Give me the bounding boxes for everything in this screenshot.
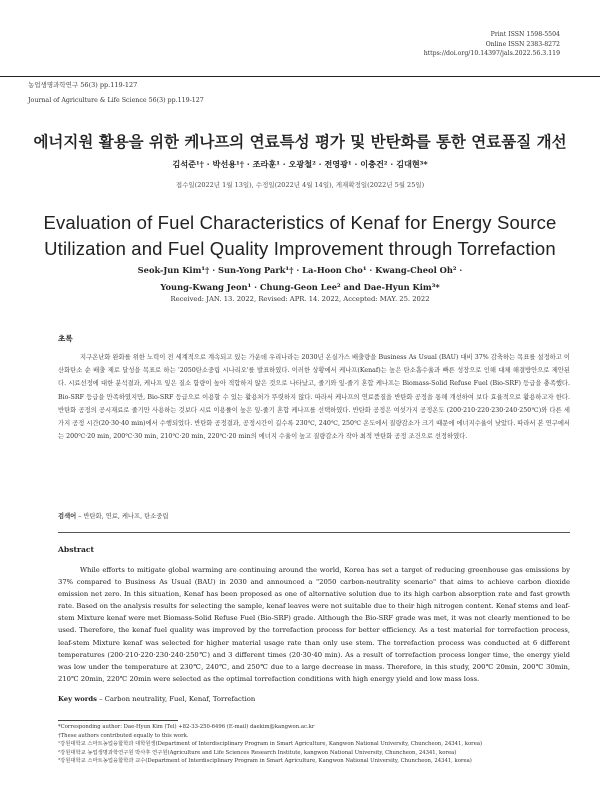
footnote-rule bbox=[58, 720, 178, 721]
abstract-en-text: While efforts to mitigate global warming are continuing around the world, Korea has set a target of reducing greenhouse gas emissions by 37% compared to Business As Usual (BAU) in 2030 and announced a "2050 carbon-neutrality scenario" that aims to achieve carbon dioxide emission net zero. In this situation, Kenaf has been proposed as one of alternative solution due to its high carbon absorption rate and fast growth rate. Based on the analysis results for selecting the sample, kenaf leaves were not suitable due to their high nitrogen content. Kenaf stems and leaf-stem Mixture kenaf were met Biomass-Solid Refuse Fuel (Bio-SRF) grade. Although the Bio-SRF grade was met, it was not clearly mentioned to be used. Therefore, the kenaf fuel quality was improved by the torrefaction process for better efficiency. As a test material for torrefaction process, leaf-stem Mixture kenaf was selected for higher material usage rate than only use stem. The torrefaction process was conducted at 6 different temperatures (200·210·220·230·240·250℃) and 3 different times (20·30·40 min). As a result of torrefaction process longer time, the energy yield was low under the temperature at 230℃, 240℃, and 250℃ due to a large decrease in mass. Therefore, in this study, 200℃ 20min, 200℃ 30min, 210℃ 20min, 220℃ 20min were selected as the optimal torrefaction conditions with high energy yield and low mass loss. bbox=[58, 566, 570, 683]
authors-korean: 김석준¹† · 박선용¹† · 조라훈¹ · 오광철² · 전영광¹ · 이충건² · 김대현³* bbox=[172, 159, 428, 169]
abstract-kr-body bbox=[58, 351, 570, 443]
authors-english-line-2: Young-Kwang Jeon¹ · Chung-Geon Lee² and Dae-Hyun Kim³* bbox=[160, 282, 440, 292]
keywords-kr-label: 검색어 bbox=[58, 513, 77, 520]
footnote-equal-contribution: †These authors contributed equally to this work. bbox=[58, 732, 189, 739]
footnotes bbox=[58, 723, 578, 766]
title-english-line-1: Evaluation of Fuel Characteristics of Kenaf for Energy Source bbox=[43, 212, 557, 233]
abstract-en-heading: Abstract bbox=[58, 545, 95, 554]
doi-link[interactable]: https://doi.org/10.14397/jals.2022.56.3.119 bbox=[423, 50, 560, 57]
authors-english bbox=[0, 262, 600, 296]
abstract-en-body bbox=[58, 564, 570, 685]
header-rule bbox=[0, 56, 600, 77]
issn-block bbox=[424, 30, 560, 59]
keywords-en bbox=[58, 693, 570, 705]
keywords-en-label: Key words bbox=[58, 695, 97, 703]
abstract-kr-text: 지구온난화 완화를 위한 노력이 전 세계적으로 계속되고 있는 가운데 우리나라는 2030년 온실가스 배출량을 Business As Usual (BAU) 대비 37% 감축하는 목표를 설정하고 이산화탄소 순 배출 제로 달성을 목표로 하는 '2050탄소중립 시나리오'를 발표하였다. 이러한 상황에서 케나프(Kenaf)는 높은 탄소흡수율과 빠른 성장으로 인해 대체 해결방안으로 제안된다. 시료선정에 대한 분석결과, 케나프 잎은 질소 함량이 높아 적합하지 않은 것으로 나타났고, 줄기와 잎-줄기 혼합 케나프는 Biomass-Solid Refuse Fuel (Bio-SRF) 등급을 충족했다. Bio-SRF 등급을 만족하였지만, Bio-SRF 등급으로 이용할 수 있는 활용처가 뚜렷하지 않다. 따라서 케나프의 연료품질을 반탄화 공정을 통해 개선하여 보다 효율적으로 활용하고자 한다. 반탄화 공정의 공시재료로 줄기만 사용하는 것보다 시료 이용률이 높은 잎-줄기 혼합 케나프를 선택하였다. 반탄화 공정은 여섯가지 공정온도 (200·210·220·230·240·250℃)와 다른 세 가지 공정 시간(20·30·40 min)에서 수행되었다. 반탄화 공정결과, 공정시간이 길수록 230℃, 240℃, 250℃ 온도에서 질량감소가 크기 때문에 에너지수율이 낮았다. 따라서 본 연구에서는 200℃·20 min, 200℃·30 min, 210℃·20 min, 220℃·20 min의 에너지 수율이 높고 질량감소가 작아 최적 반탄화 공정 조건으로 선정하였다. bbox=[58, 354, 570, 441]
footnote-affiliation-3: ³강원대학교 스마트농업융합학과 교수(Department of Interdisciplinary Program in Smart Agriculture, Kangwon National University, Chuncheon, 24341, korea) bbox=[58, 758, 472, 765]
dates-english: Received: JAN. 13. 2022, Revised: APR. 14. 2022, Accepted: MAY. 25. 2022 bbox=[170, 295, 430, 303]
keywords-kr bbox=[58, 510, 570, 523]
footnote-affiliation-2: ²강원대학교 농업생명과학연구원 박사후 연구원(Agriculture and Life Sciences Research Institute, kangwon National University, Chuncheon, 24341, korea) bbox=[58, 749, 457, 756]
section-divider bbox=[58, 532, 570, 533]
dates-korean: 접수일(2022년 1월 13일), 수정일(2022년 4월 14일), 게재확정일(2022년 5월 25일) bbox=[175, 181, 425, 189]
journal-citation-kr: 농업생명과학연구 56(3) pp.119-127 bbox=[28, 81, 138, 89]
abstract-kr-heading: 초록 bbox=[58, 334, 73, 343]
title-korean: 에너지원 활용을 위한 케나프의 연료특성 평가 및 반탄화를 통한 연료품질 개선 bbox=[33, 133, 567, 151]
footnote-corresponding: *Corresponding author: Dae-Hyun Kim (Tel) +82-33-250-6496 (E-mail) daekim@kangwon.ac.kr bbox=[58, 724, 315, 730]
footnote-affiliation-1: ¹강원대학교 스마트농업융합학과 대학원생(Department of Interdisciplinary Program in Smart Agriculture, Kangwon National University, Chuncheon, 24341, korea) bbox=[58, 741, 483, 748]
keywords-kr-list: – 반탄화, 연료, 케나프, 탄소중립 bbox=[76, 513, 169, 520]
title-english-line-2: Utilization and Fuel Quality Improvement through Torrefaction bbox=[44, 238, 556, 259]
keywords-en-list: – Carbon neutrality, Fuel, Kenaf, Torrefaction bbox=[96, 695, 256, 703]
print-issn: Print ISSN 1598-5504 bbox=[490, 31, 560, 38]
online-issn: Online ISSN 2383-8272 bbox=[485, 40, 560, 48]
authors-english-line-1: Seok-Jun Kim¹† · Sun-Yong Park¹† · La-Hoon Cho¹ · Kwang-Cheol Oh² · bbox=[137, 265, 463, 275]
title-english bbox=[0, 210, 600, 262]
journal-citation-en: Journal of Agriculture & Life Science 56(3) pp.119-127 bbox=[28, 97, 204, 104]
